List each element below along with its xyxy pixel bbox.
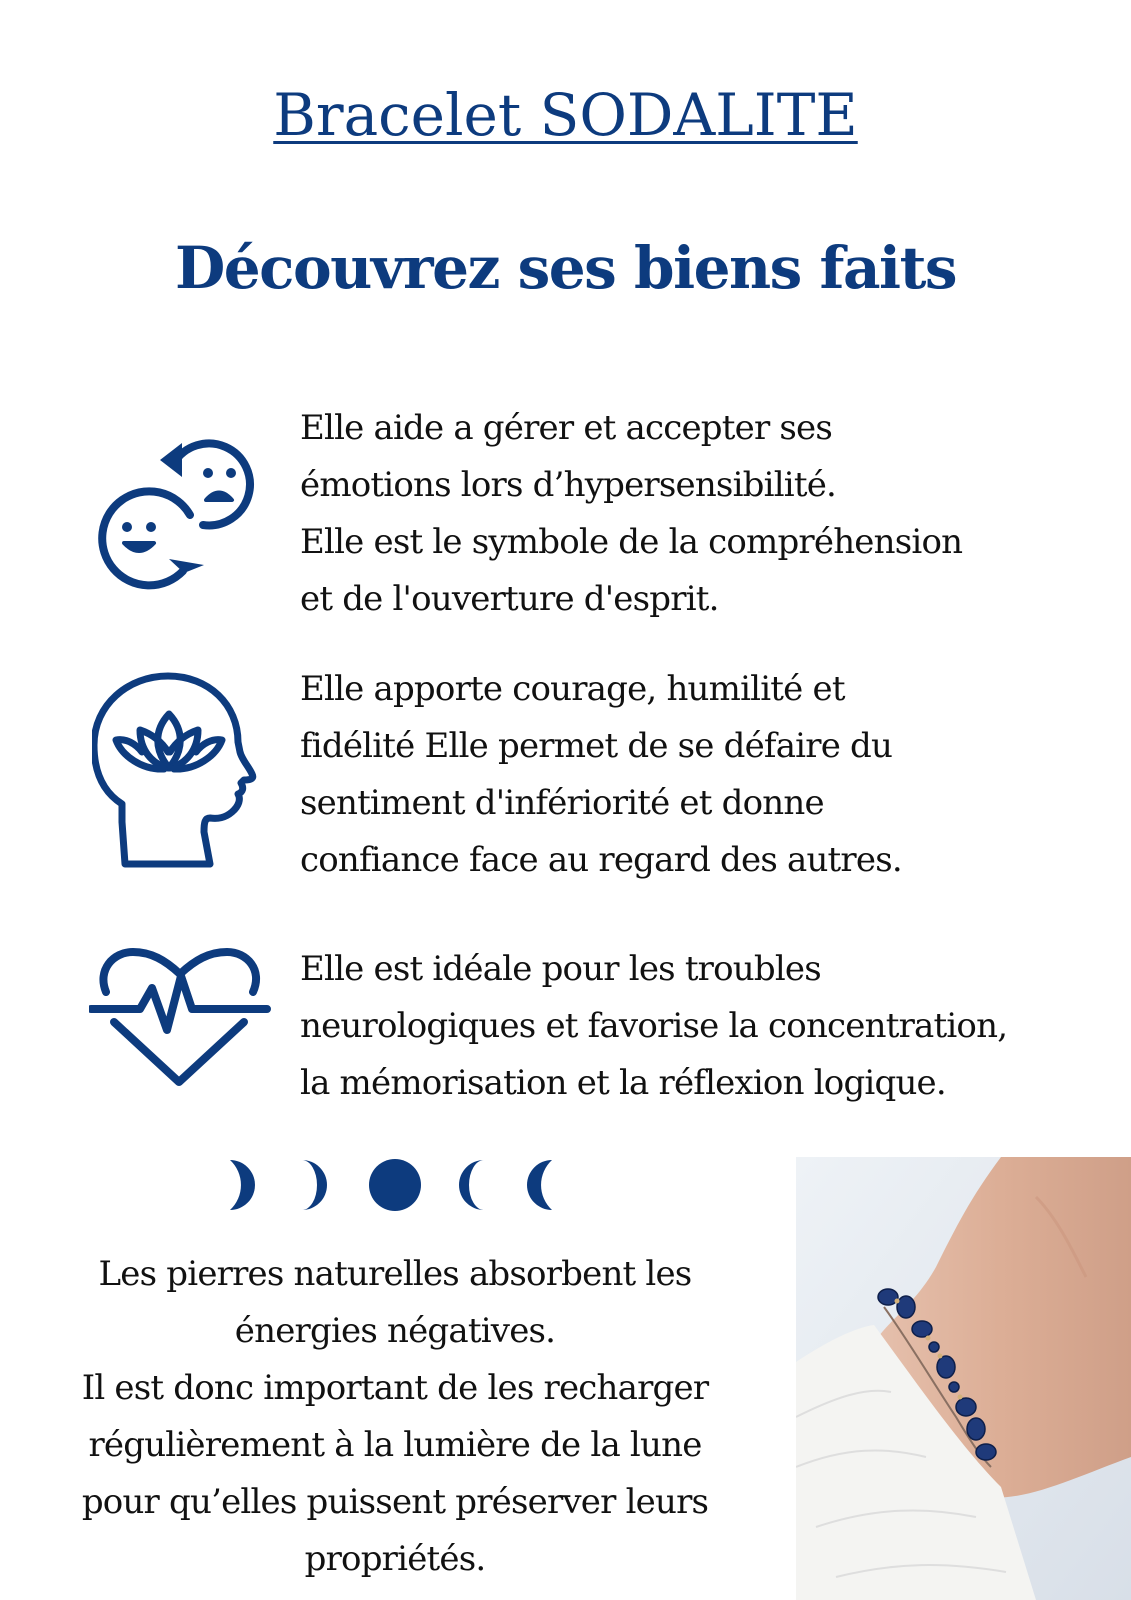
waning-gibbous-moon-icon xyxy=(292,1158,332,1212)
benefit-lotus-text: Elle apporte courage, humilité et fidélité Elle permet de se défaire du sentiment d'infériorité et donne confiance face au regard des autres. xyxy=(300,669,902,880)
benefit-heartbeat-text: Elle est idéale pour les troubles neurologiques et favorise la concentration, la mémorisation et la réflexion logique. xyxy=(300,949,1008,1103)
emotions-icon xyxy=(84,425,274,610)
full-moon-icon xyxy=(368,1158,422,1212)
lotus-head-icon xyxy=(92,672,262,872)
benefit-emotions-text: Elle aide a gérer et accepter ses émotions lors d’hypersensibilité. Elle est le symbole de la compréhension et de l'ouverture d'esprit. xyxy=(300,408,963,619)
heartbeat-icon xyxy=(89,948,271,1088)
recharge-text: Les pierres naturelles absorbent les énergies négatives. Il est donc important de les recharger régulièrement à la lumière de la lune pour qu’elles puissent préserver leurs propriétés. xyxy=(81,1254,709,1579)
page-title-text: Bracelet SODALITE xyxy=(273,81,858,149)
page-subtitle: Découvrez ses biens faits xyxy=(174,234,957,302)
page-title xyxy=(0,78,1131,152)
waning-crescent-moon-icon xyxy=(222,1158,258,1212)
bracelet-photo xyxy=(796,1157,1131,1600)
waxing-gibbous-moon-icon xyxy=(454,1158,494,1212)
moon-phases xyxy=(222,1156,572,1214)
waxing-crescent-moon-icon xyxy=(522,1158,558,1212)
